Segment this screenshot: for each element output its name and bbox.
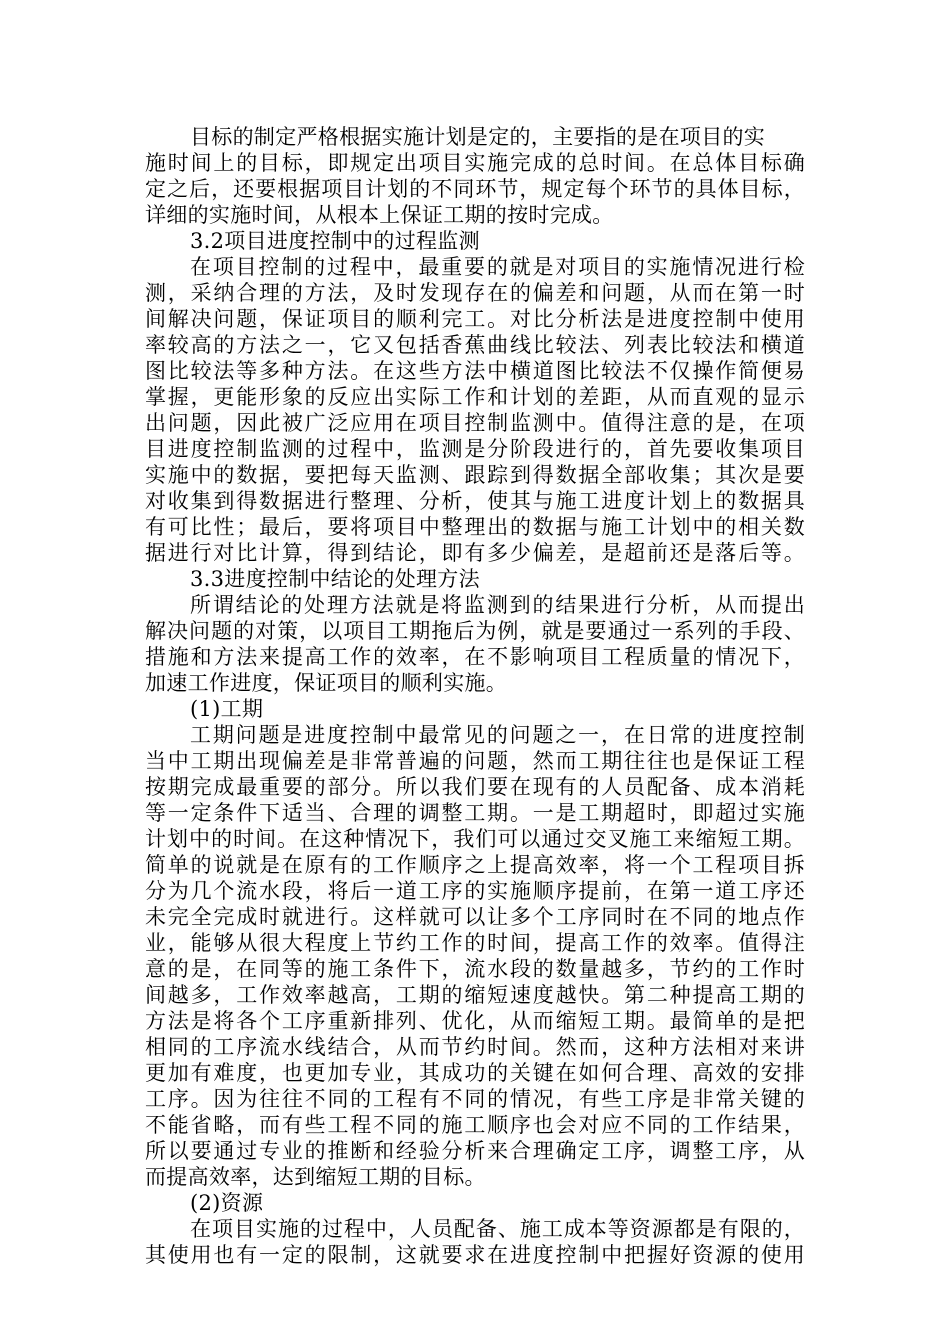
body-text-line: 解决问题的对策，以项目工期拖后为例，就是要通过一系列的手段、 [145,619,805,643]
subsection-heading: (2)资源 [190,1191,264,1215]
body-text-line: 而提高效率，达到缩短工期的目标。 [145,1165,486,1189]
body-text-line: 目进度控制监测的过程中，监测是分阶段进行的，首先要收集项目 [145,437,805,461]
body-text-line: 更加有难度，也更加专业，其成功的关键在如何合理、高效的安排 [145,1061,805,1085]
body-text-line: 施时间上的目标，即规定出项目实施完成的总时间。在总体目标确 [145,151,805,175]
body-text-line: 不能省略，而有些工程不同的施工顺序也会对应不同的工作结果， [145,1113,805,1137]
body-text-line: 间解决问题，保证项目的顺利完工。对比分析法是进度控制中使用 [145,307,805,331]
body-text-line: 出问题，因此被广泛应用在项目控制监测中。值得注意的是，在项 [145,411,805,435]
body-text-line: 其使用也有一定的限制，这就要求在进度控制中把握好资源的使用 [145,1243,805,1267]
body-text-line: 有可比性；最后，要将项目中整理出的数据与施工计划中的相关数 [145,515,805,539]
body-text-line: 等一定条件下适当、合理的调整工期。一是工期超时，即超过实施 [145,801,805,825]
body-text-line: 方法是将各个工序重新排列、优化，从而缩短工期。最简单的是把 [145,1009,805,1033]
body-text-line: 业，能够从很大程度上节约工作的时间，提高工作的效率。值得注 [145,931,805,955]
body-text-line: 间越多，工作效率越高，工期的缩短速度越快。第二种提高工期的 [145,983,805,1007]
body-text-line: 所以要通过专业的推断和经验分析来合理确定工序，调整工序，从 [145,1139,805,1163]
body-text-line: 定之后，还要根据项目计划的不同环节，规定每个环节的具体目标， [145,177,805,201]
section-heading: 3.2项目进度控制中的过程监测 [190,229,480,253]
body-text-line: 意的是，在同等的施工条件下，流水段的数量越多，节约的工作时 [145,957,805,981]
body-text-line: 所谓结论的处理方法就是将监测到的结果进行分析，从而提出 [190,593,805,617]
section-heading: 3.3进度控制中结论的处理方法 [190,567,480,591]
subsection-heading: (1)工期 [190,697,264,721]
body-text-line: 实施中的数据，要把每天监测、跟踪到得数据全部收集；其次是要 [145,463,805,487]
body-text-line: 据进行对比计算，得到结论，即有多少偏差，是超前还是落后等。 [145,541,805,565]
body-text-line: 测，采纳合理的方法，及时发现存在的偏差和问题，从而在第一时 [145,281,805,305]
body-text-line: 当中工期出现偏差是非常普遍的问题，然而工期往往也是保证工程 [145,749,805,773]
body-text-line: 按期完成最重要的部分。所以我们要在现有的人员配备、成本消耗 [145,775,805,799]
body-text-line: 措施和方法来提高工作的效率，在不影响项目工程质量的情况下， [145,645,805,669]
body-text-line: 率较高的方法之一，它又包括香蕉曲线比较法、列表比较法和横道 [145,333,805,357]
body-text-line: 加速工作进度，保证项目的顺利实施。 [145,671,508,695]
body-text-line: 相同的工序流水线结合，从而节约时间。然而，这种方法相对来讲 [145,1035,805,1059]
body-text-line: 目标的制定严格根据实施计划是定的，主要指的是在项目的实 [190,125,766,149]
body-text-line: 在项目实施的过程中，人员配备、施工成本等资源都是有限的， [190,1217,805,1241]
body-text-line: 在项目控制的过程中，最重要的就是对项目的实施情况进行检 [190,255,805,279]
body-text-line: 分为几个流水段，将后一道工序的实施顺序提前，在第一道工序还 [145,879,805,903]
body-text-line: 计划中的时间。在这种情况下，我们可以通过交叉施工来缩短工期。 [145,827,805,851]
body-text-line: 详细的实施时间，从根本上保证工期的按时完成。 [145,203,614,227]
body-text-line: 简单的说就是在原有的工作顺序之上提高效率，将一个工程项目拆 [145,853,805,877]
body-text-line: 对收集到得数据进行整理、分析，使其与施工进度计划上的数据具 [145,489,805,513]
body-text-line: 工序。因为往往不同的工程有不同的情况，有些工序是非常关键的 [145,1087,805,1111]
body-text-line: 工期问题是进度控制中最常见的问题之一，在日常的进度控制 [190,723,805,747]
body-text-line: 掌握，更能形象的反应出实际工作和计划的差距，从而直观的显示 [145,385,805,409]
body-text-line: 未完全完成时就进行。这样就可以让多个工序同时在不同的地点作 [145,905,805,929]
body-text-line: 图比较法等多种方法。在这些方法中横道图比较法不仅操作简便易 [145,359,805,383]
